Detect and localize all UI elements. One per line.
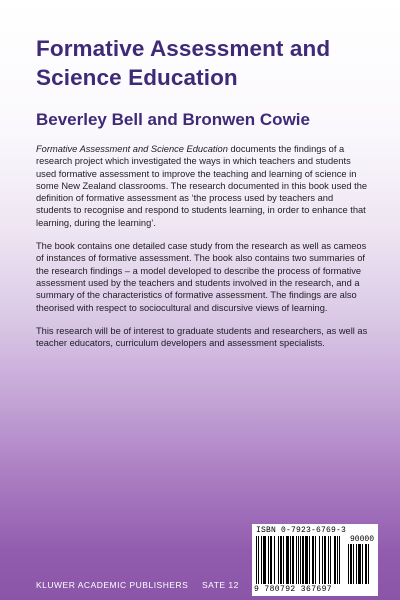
barcode-bar — [339, 536, 340, 584]
barcode-bar — [328, 536, 329, 584]
barcode-bar — [263, 536, 266, 584]
barcode-bar — [292, 536, 294, 584]
barcode-bar — [350, 544, 352, 584]
blurb-paragraph-1-text: documents the findings of a research project which investigated the ways in which teachers and students used formative assessment to improve the teaching and learning of science in some New Zealand classrooms. The research documented in this book used the definition of formative assessment as ‘the process used by teachers and students to recognise and respond to students learning, in order to enhance that learning, during the learning’. — [36, 144, 368, 228]
barcode-bar — [330, 536, 331, 584]
barcode-bar — [315, 536, 316, 584]
addon-barcode-icon — [348, 544, 374, 584]
barcode-bar — [368, 544, 369, 584]
barcode-bar — [256, 536, 257, 584]
barcode-label — [252, 524, 378, 596]
barcode-bar — [270, 536, 272, 584]
barcode-bar — [286, 536, 289, 584]
book-authors: Beverley Bell and Bronwen Cowie — [36, 110, 310, 129]
barcode-bar — [337, 536, 338, 584]
barcode-bar — [319, 536, 320, 584]
barcode-bar — [261, 536, 262, 584]
book-title: Formative Assessment and Science Education — [36, 36, 331, 90]
barcode-bar — [312, 536, 314, 584]
barcode-bar — [358, 544, 361, 584]
ean-digits-text: 9 780792 367697 — [254, 585, 333, 594]
blurb-book-title: Formative Assessment and Science Education — [36, 144, 228, 154]
barcode-bar — [290, 536, 291, 584]
blurb-paragraph-1 — [36, 143, 370, 229]
barcode-bar — [296, 536, 297, 584]
barcode-bar — [258, 536, 259, 584]
series-code: SATE 12 — [202, 580, 239, 590]
barcode-bar — [305, 536, 308, 584]
publisher-name: KLUWER ACADEMIC PUBLISHERS — [36, 580, 189, 590]
barcode-bar — [362, 544, 363, 584]
barcode-bar — [365, 544, 367, 584]
barcode-bar — [334, 536, 336, 584]
barcode-bar — [356, 544, 357, 584]
ean-barcode-icon — [256, 536, 346, 586]
blurb-paragraph-3: This research will be of interest to graduate students and researchers, as well as teacher educators, curriculum developers and assessment specialists. — [36, 325, 368, 349]
barcode-bar — [268, 536, 269, 584]
barcode-bar — [302, 536, 304, 584]
price-code-text: 90000 — [349, 535, 374, 544]
blurb-paragraph-2: The book contains one detailed case study from the research as well as cameos of instances of formative assessment. The book also contains two summaries of the research findings – a model developed to describe the process of formative assessment used by the teachers and students involved in the research, and a summary of the characteristics of formative assessment. The findings are also theorised with respect to sociocultural and discursive views of learning. — [36, 241, 367, 313]
barcode-bar — [300, 536, 301, 584]
barcode-bar — [283, 536, 284, 584]
book-blurb — [36, 143, 370, 360]
barcode-bar — [322, 536, 323, 584]
barcode-bar — [348, 544, 349, 584]
barcode-bar — [280, 536, 282, 584]
barcode-bar — [324, 536, 326, 584]
barcode-bar — [309, 536, 310, 584]
barcode-bar — [278, 536, 279, 584]
isbn-text: ISBN 0-7923-6769-3 — [256, 526, 347, 535]
barcode-bar — [353, 544, 354, 584]
barcode-bar — [298, 536, 299, 584]
barcode-bar — [274, 536, 275, 584]
